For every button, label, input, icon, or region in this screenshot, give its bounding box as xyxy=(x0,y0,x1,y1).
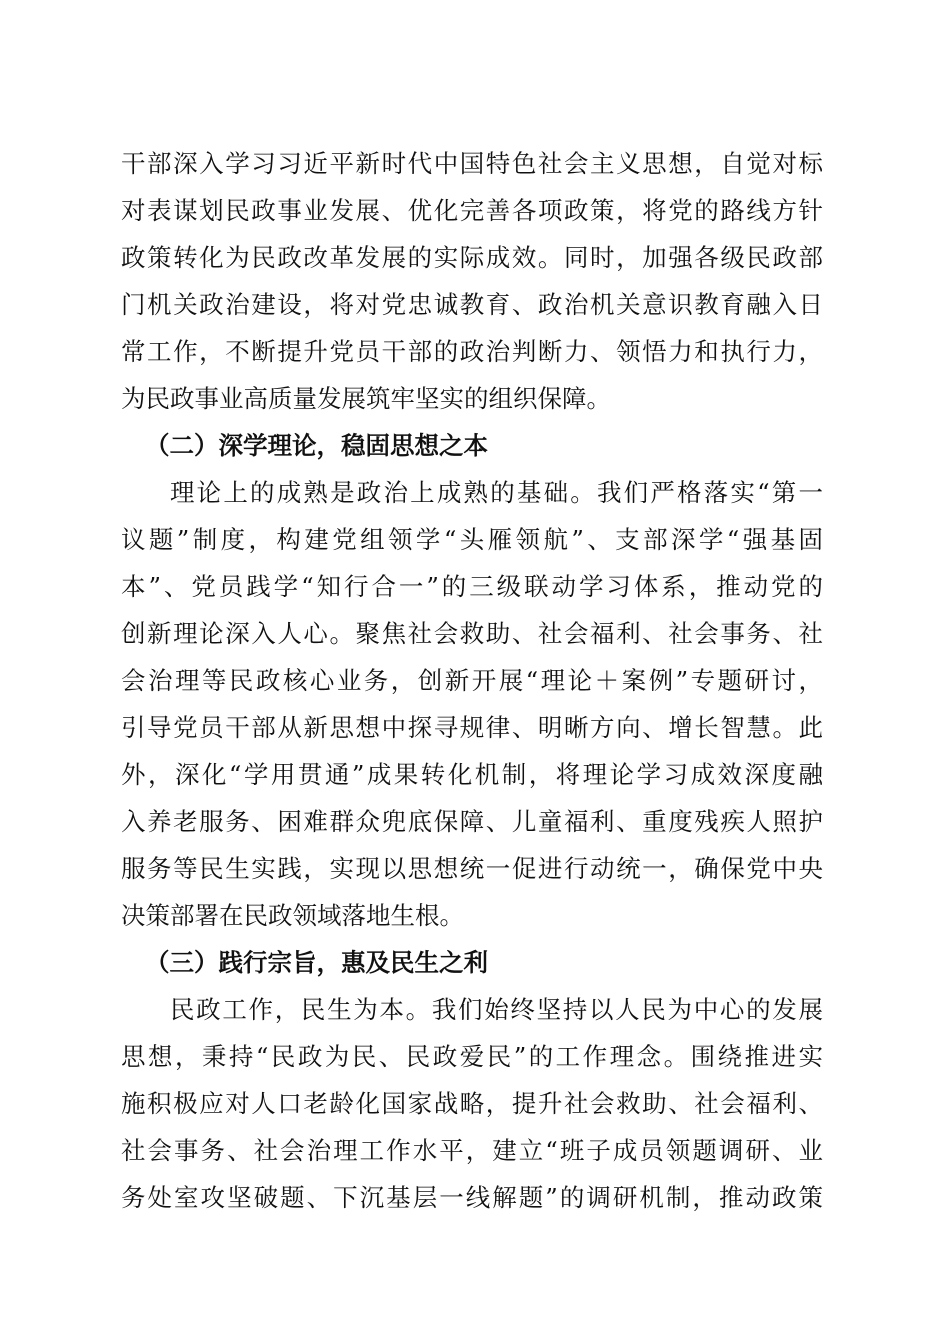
paragraph-line: 会治理等民政核心业务，创新开展“理论＋案例”专题研讨， xyxy=(121,666,823,695)
section-heading: （二）深学理论，稳固思想之本 xyxy=(145,431,488,460)
document-body xyxy=(121,140,823,1221)
paragraph-line: 干部深入学习习近平新时代中国特色社会主义思想，自觉对标 xyxy=(121,149,823,178)
paragraph-line: 对表谋划民政事业发展、优化完善各项政策，将党的路线方针 xyxy=(121,196,823,225)
paragraph-line: 理论上的成熟是政治上成熟的基础。我们严格落实“第一 xyxy=(170,478,823,507)
paragraph-line: 政策转化为民政改革发展的实际成效。同时，加强各级民政部 xyxy=(121,243,823,272)
paragraph-line: 为民政事业高质量发展筑牢坚实的组织保障。 xyxy=(121,384,611,413)
paragraph-line: 创新理论深入人心。聚焦社会救助、社会福利、社会事务、社 xyxy=(121,619,823,648)
paragraph-line: 入养老服务、困难群众兜底保障、儿童福利、重度残疾人照护 xyxy=(121,807,823,836)
paragraph-line: 务处室攻坚破题、下沉基层一线解题”的调研机制，推动政策 xyxy=(121,1183,823,1212)
section-heading: （三）践行宗旨，惠及民生之利 xyxy=(145,948,488,977)
paragraph-line: 外，深化“学用贯通”成果转化机制，将理论学习成效深度融 xyxy=(121,760,823,789)
paragraph-line: 思想，秉持“民政为民、民政爱民”的工作理念。围绕推进实 xyxy=(121,1042,823,1071)
paragraph-line: 社会事务、社会治理工作水平，建立“班子成员领题调研、业 xyxy=(121,1136,823,1165)
paragraph-line: 常工作，不断提升党员干部的政治判断力、领悟力和执行力， xyxy=(121,337,823,366)
paragraph-line: 门机关政治建设，将对党忠诚教育、政治机关意识教育融入日 xyxy=(121,290,823,319)
paragraph-line: 本”、党员践学“知行合一”的三级联动学习体系，推动党的 xyxy=(121,572,823,601)
paragraph-line: 引导党员干部从新思想中探寻规律、明晰方向、增长智慧。此 xyxy=(121,713,823,742)
paragraph-line: 民政工作，民生为本。我们始终坚持以人民为中心的发展 xyxy=(170,995,823,1024)
paragraph-line: 议题”制度，构建党组领学“头雁领航”、支部深学“强基固 xyxy=(121,525,823,554)
paragraph-line: 施积极应对人口老龄化国家战略，提升社会救助、社会福利、 xyxy=(121,1089,823,1118)
paragraph-line: 决策部署在民政领域落地生根。 xyxy=(121,901,464,930)
paragraph-line: 服务等民生实践，实现以思想统一促进行动统一，确保党中央 xyxy=(121,854,823,883)
